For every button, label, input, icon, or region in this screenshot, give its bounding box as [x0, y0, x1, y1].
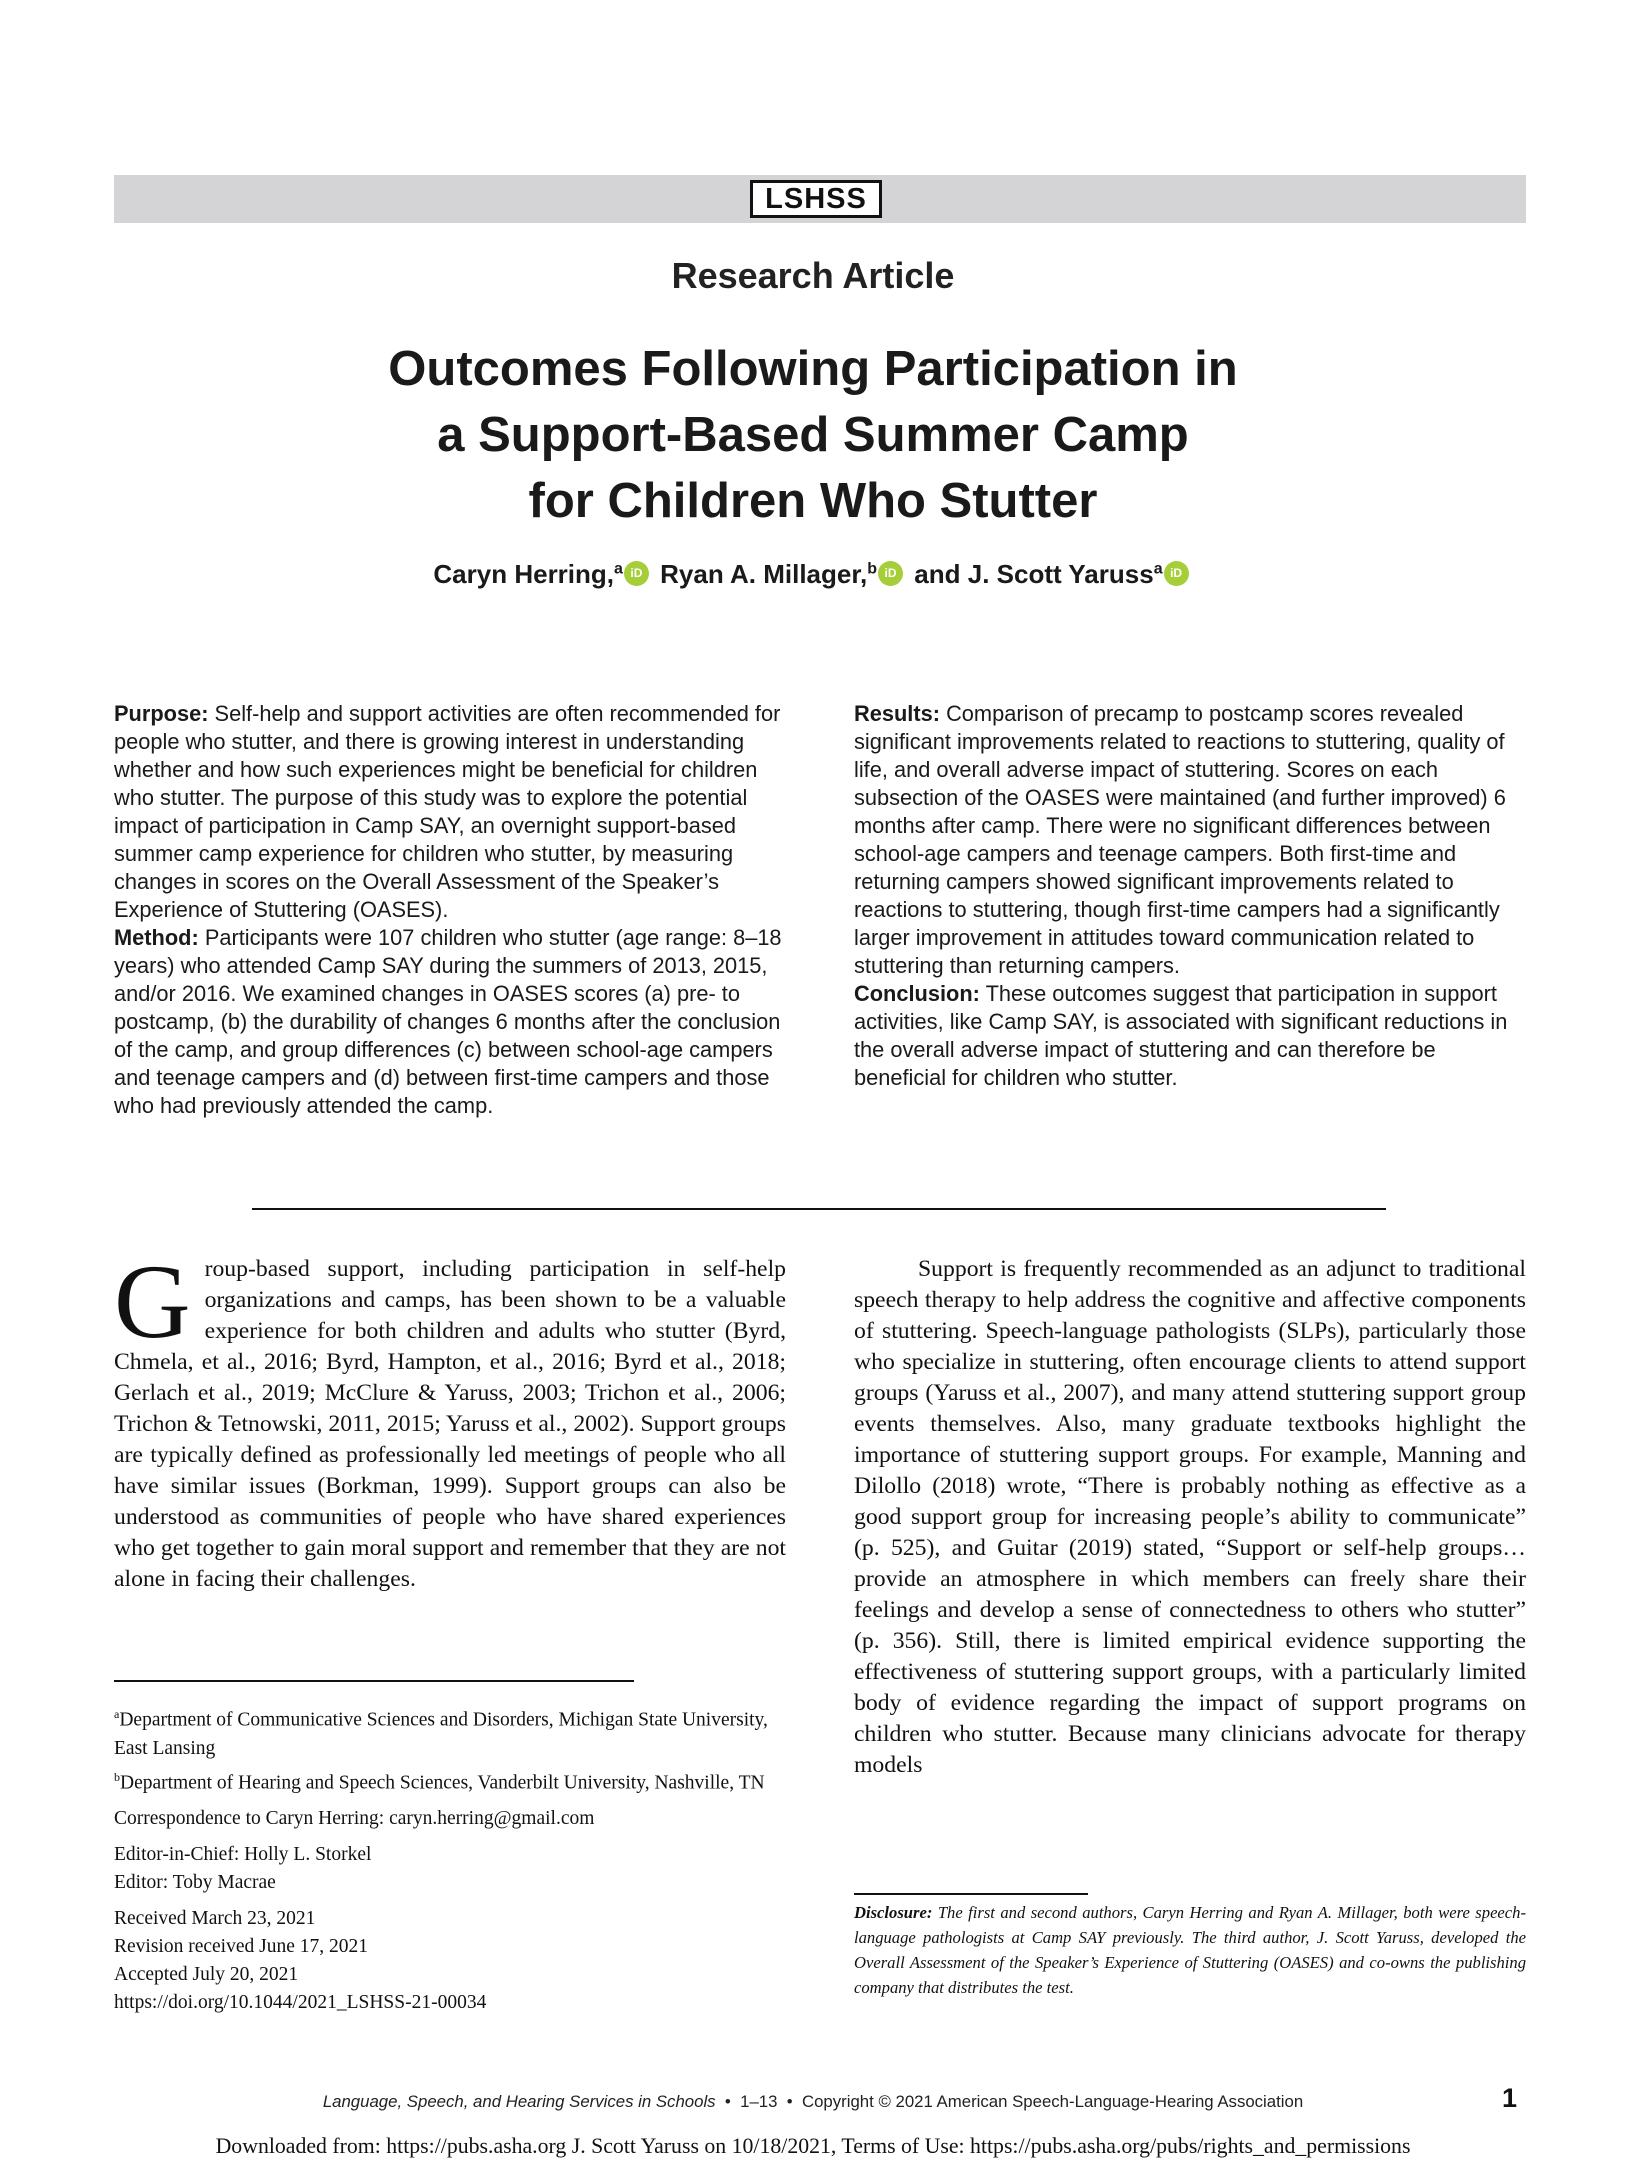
author-list	[0, 559, 1626, 590]
revision-date: Revision received June 17, 2021	[114, 1936, 368, 1957]
abstract-results	[854, 700, 1526, 980]
disclosure-label: Disclosure:	[854, 1903, 933, 1922]
abstract-left-column	[114, 700, 786, 1120]
orcid-icon[interactable]: iD	[1164, 561, 1189, 586]
affiliation-mark: a	[1153, 560, 1163, 578]
disclosure-text: The first and second authors, Caryn Herring and Ryan A. Millager, both were speech-language pathologists at Camp SAY previously. The third author, J. Scott Yaruss, developed the Overall Assessment of the Speaker’s Experience of Stuttering (OASES) and co-owns the publishing company that distributes the test.	[854, 1903, 1526, 1997]
abstract-right-column	[854, 700, 1526, 1092]
journal-badge: LSHSS	[750, 180, 882, 218]
method-label: Method:	[114, 925, 199, 950]
article-title	[213, 336, 1413, 534]
journal-footer: Language, Speech, and Hearing Services in Schools • 1–13 • Copyright © 2021 American Speech-Language-Hearing Association	[322, 2092, 1304, 2111]
footnote-divider	[114, 1680, 634, 1682]
affiliation-b	[114, 1763, 794, 1798]
author-name: Caryn Herring,	[433, 559, 615, 589]
affiliation-text: Department of Communicative Sciences and Disorders, Michigan State University, East Lansing	[114, 1709, 768, 1759]
title-line: a Support-Based Summer Camp	[437, 408, 1189, 462]
title-line: for Children Who Stutter	[528, 474, 1098, 528]
correspondence[interactable]: Correspondence to Caryn Herring: caryn.herring@gmail.com	[114, 1808, 595, 1829]
affiliation-text: Department of Hearing and Speech Sciences, Vanderbilt University, Nashville, TN	[120, 1772, 765, 1793]
title-line: Outcomes Following Participation in	[388, 342, 1238, 396]
purpose-label: Purpose:	[114, 701, 209, 726]
method-text: Participants were 107 children who stutter (age range: 8–18 years) who attended Camp SAY during the summers of 2013, 2015, and/or 2016. We examined changes in OASES scores (a) pre- to postcamp, (b) the durability of changes 6 months after the conclusion of the camp, and group differences (c) between school-age campers and teenage campers and (d) between first-time campers and those who had previously attended the camp.	[114, 925, 782, 1118]
editor: Editor: Toby Macrae	[114, 1872, 276, 1893]
received-date: Received March 23, 2021	[114, 1908, 316, 1929]
orcid-icon[interactable]: iD	[878, 561, 903, 586]
conclusion-label: Conclusion:	[854, 981, 980, 1006]
journal-name: Language, Speech, and Hearing Services in Schools	[322, 2092, 716, 2111]
conclusion-text: These outcomes suggest that participation in support activities, like Camp SAY, is associated with significant reductions in the overall adverse impact of stuttering and can therefore be beneficial for children who stutter.	[854, 981, 1508, 1090]
body-right-column	[854, 1254, 1526, 1781]
intro-paragraph	[114, 1243, 786, 1595]
article-footnotes	[114, 1700, 794, 2017]
affiliation-mark: b	[867, 560, 878, 578]
body-left-column	[114, 1243, 786, 1595]
page-range: 1–13	[740, 2092, 778, 2111]
body-paragraph: Support is frequently recommended as an adjunct to traditional speech therapy to help address the cognitive and affective components of stuttering. Speech-language pathologists (SLPs), particularly those who specialize in stuttering, often encourage clients to attend support groups (Yaruss et al., 2007), and many attend stuttering support group events themselves. Also, many graduate textbooks highlight the importance of stuttering support groups. For example, Manning and Dilollo (2018) wrote, “There is probably nothing as effective as a good support group for increasing people’s ability to communicate” (p. 525), and Guitar (2019) stated, “Support or self-help groups…provide an atmosphere in which members can freely share their feelings and develop a sense of connectedness to others who stutter” (p. 356). Still, there is limited empirical evidence supporting the effectiveness of stuttering support groups, with a particularly limited body of evidence regarding the impact of support programs on children who stutter. Because many clinicians advocate for therapy models	[854, 1256, 1526, 1778]
intro-text: roup-based support, including participation in self-help organizations and camps, has been shown to be a valuable experience for both children and adults who stutter (Byrd, Chmela, et al., 2016; Byrd, Hampton, et al., 2016; Byrd et al., 2018; Gerlach et al., 2019; McClure & Yaruss, 2003; Trichon et al., 2006; Trichon & Tetnowski, 2011, 2015; Yaruss et al., 2002). Support groups are typically defined as professionally led meetings of people who all have similar issues (Borkman, 1999). Support groups can also be understood as communities of people who have shared experiences who get together to gain moral support and remember that they are not alone in facing their challenges.	[114, 1256, 786, 1592]
abstract-method	[114, 924, 786, 1120]
page-number: 1	[1502, 2083, 1518, 2113]
purpose-text: Self-help and support activities are often recommended for people who stutter, and there is growing interest in understanding whether and how such experiences might be beneficial for children who stutter. The purpose of this study was to explore the potential impact of participation in Camp SAY, an overnight support-based summer camp experience for children who stutter, by measuring changes in scores on the Overall Assessment of the Speaker’s Experience of Stuttering (OASES).	[114, 701, 781, 922]
disclosure-divider	[854, 1893, 1088, 1895]
author-name: Ryan A. Millager,	[660, 559, 868, 589]
disclosure-note	[854, 1900, 1526, 2000]
abstract-purpose	[114, 700, 786, 924]
article-type: Research Article	[671, 255, 955, 296]
download-notice: Downloaded from: https://pubs.asha.org J. Scott Yaruss on 10/18/2021, Terms of Use: https://pubs.asha.org/pubs/rights_and_permissions	[215, 2134, 1411, 2158]
results-label: Results:	[854, 701, 940, 726]
orcid-icon[interactable]: iD	[624, 561, 649, 586]
abstract-divider	[252, 1208, 1386, 1210]
author-name: and J. Scott Yaruss	[914, 559, 1154, 589]
accepted-date: Accepted July 20, 2021	[114, 1964, 299, 1985]
editor-in-chief: Editor-in-Chief: Holly L. Storkel	[114, 1844, 372, 1865]
affiliation-a	[114, 1700, 794, 1763]
drop-cap: G	[114, 1243, 191, 1360]
affiliation-mark: b	[114, 1769, 120, 1784]
copyright: Copyright © 2021 American Speech-Language-Hearing Association	[801, 2092, 1304, 2111]
affiliation-mark: a	[114, 1707, 120, 1721]
results-text: Comparison of precamp to postcamp scores revealed significant improvements related to reactions to stuttering, quality of life, and overall adverse impact of stuttering. Scores on each subsection of the OASES were maintained (and further improved) 6 months after camp. There were no significant differences between school-age campers and teenage campers. Both first-time and returning campers showed significant improvements related to reactions to stuttering, though first-time campers had a significantly larger improvement in attitudes toward communication related to stuttering than returning campers.	[854, 701, 1506, 978]
doi-link[interactable]: https://doi.org/10.1044/2021_LSHSS-21-00034	[114, 1992, 487, 2013]
affiliation-mark: a	[614, 560, 623, 578]
abstract-conclusion	[854, 980, 1526, 1092]
